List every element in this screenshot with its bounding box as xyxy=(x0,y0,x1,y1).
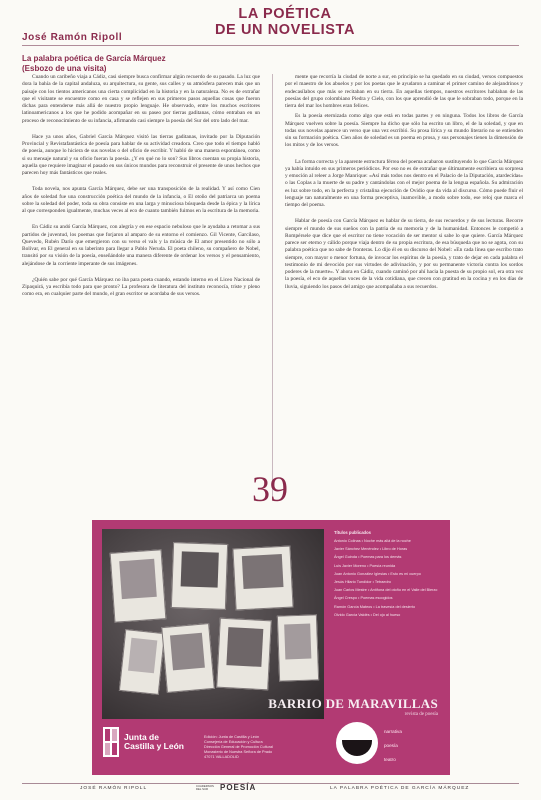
footer-article-title: LA PALABRA POÉTICA DE GARCÍA MÁRQUEZ xyxy=(330,786,470,791)
section-title-line2: DE UN NOVELISTA xyxy=(214,22,356,38)
header-divider xyxy=(22,45,519,46)
footer-brand: POESÍA xyxy=(220,783,257,792)
book-cover xyxy=(161,623,215,693)
address-line: Dirección General de Promoción Cultural xyxy=(204,745,274,749)
paragraph: ¿Quién sabe por qué García Márquez no iba para poeta cuando, estando interno en el Liceo Nacional de Zipaquirá, ya escribía todo para que pronto? La profesora de literatura del instituto reconocía, triste y pleno como era, en cualquier parte del mundo, el gran escritor se acordaba de sus versos. xyxy=(22,276,260,298)
section-title-line1: LA POÉTICA xyxy=(238,6,332,22)
logo-line: Junta de xyxy=(124,732,159,742)
list-item: Ángel Guinda • Poemas para los demás xyxy=(334,555,402,560)
paragraph: Hablar de poesía con García Márquez es hablar de su tierra, de sus recuerdos y de sus lecturas. Recorre siempre el mundo de sus sueños con la patria de su memoria y de la humanidad. Entonces le competió a Rompérsele que dice que el escritor no tiene vocación de ser mentor si sabe lo que quiere. García Márquez parece ser eterno y cálido porque viaja dentro de su propia escritura, de esa búsqueda que no se agota, con su palabra poética que no sabe de fronteras. Lo dijo él en su discurso del Nobel: «En cada línea que escribo trato siempre, con mayor o menor fortuna, de invocar los espíritus de la poesía, y trato de dejar en cada palabra el testimonio de mi devoción por sus virtudes de adivinación, y por su permanente victoria contra los sordos poderes de la muerte». Y ahora en Cádiz, cuando caminó por ahí hacia la puesta de su propio sol, era otra vez la poesía, el eco de aquellas voces de la vida cotidiana, que crecen con gratitud en la cocina y en los días de lluvia, siguiendo los pasos del amigo que acompañaba a sus recuerdos. xyxy=(285,218,523,290)
footer-author: JOSÉ RAMÓN RIPOLL xyxy=(80,786,148,791)
genre-label: narrativa xyxy=(384,729,402,734)
advertisement xyxy=(92,520,450,775)
genre-list xyxy=(384,725,444,767)
book-cover xyxy=(232,546,293,611)
book-cover xyxy=(110,549,167,622)
page-number: 39 xyxy=(252,469,288,509)
junta-logo-text xyxy=(124,733,184,751)
books-photo xyxy=(102,529,324,719)
article-title xyxy=(22,54,272,74)
collection-emblem-icon xyxy=(336,722,378,764)
paragraph: En Cádiz su andó García Márquez, con alegría y en ese espacio nebuloso que le ayudaba a retomar a sus partidos de juventud, los poemas que forjaron al amparo de su entorno el comienzo. Gil Vicente, Garcilaso, Quevedo, Rubén Darío que emergieron con su verso el vals y la música de El amor presentido no sólo a Bolívar, en El general en su laberinto para llegar a Pablo Neruda. El poeta chileno, su compañero de Nobel, transitó por su visión de la poesía, enseñándole una manera diferente de ordenar los versos y el pensamiento, alejándose de la corriente imperante de sus imágenes. xyxy=(22,224,260,267)
address-line: Monasterio de Nuestra Señora de Prado xyxy=(204,750,273,754)
address-line: 47071 VALLADOLID xyxy=(204,755,239,759)
address-line: Consejería de Educación y Cultura xyxy=(204,740,263,744)
article-title-main: La palabra poética de García Márquez xyxy=(22,54,166,63)
paragraph: Cuando un caribeño viaja a Cádiz, casi siempre busca confirmar algún recuerdo de su pasado. La luz que dora la bahía de la capital andaluza, su arquitectura, su gente, sus calles y su atmósfera parecen más que un paisaje con los tientos americanos una cierta complicidad en la historia y en la naturaleza. No es de extrañar que el visitante se encuentre como en casa y se reflejen en sus primeros pasos aquellas cosas que fueron dichas para entenderse más allá de nuestro propio lenguaje. He observado, entre los muchos escritores latinoamericanos a los que he podido acompañar en su paseo por tierras gaditanas, cómo entraban en un proceso de reconocimiento de su infancia, afirmando casi siempre la poesía del Sur del otro lado del mar. xyxy=(22,74,260,124)
address-line: Edición: Junta de Castilla y León xyxy=(204,735,260,739)
article-column-left xyxy=(22,74,260,492)
ad-list-heading: Títulos publicados xyxy=(334,530,371,535)
ad-banner-subtitle: revista de poesía xyxy=(404,712,438,717)
book-cover xyxy=(216,618,272,691)
list-item: Ángel Crespo • Poemas escogidos xyxy=(334,596,393,601)
paragraph: Es la poesía eternizada como algo que está en todas partes y en ninguna. Todos los libros de García Márquez vuelven sobre la poesía. Siempre ha dicho que sólo ha escrito un libro, el de la soledad, y que en todas sus novelas aparece un verso que una vez escribió. Su prosa lírica y su mundo literario no se entienden sin su formación poética. Cien años de soledad es un poema en prosa, y sus personajes tienen la dimensión de los mitos y de los versos. xyxy=(285,113,523,149)
list-item: Juan Antonio González Iglesias • Esto es mi cuerpo xyxy=(334,571,421,576)
junta-logo xyxy=(102,725,202,767)
list-item: Olvido García Valdés • Del ojo al hueso xyxy=(334,612,401,617)
paragraph: Hace ya unos años, Gabriel García Márquez visitó las tierras gaditanas, invitado por la Diputación Provincial y Revistafantástica de poesía para hablar de su actividad creadora. Creo que todo el tiempo habló de poesía, aunque lo hiciera de sus novelas o del oficio de escribir. Y habló de una manera espontánea, como si su mensaje natural y su oficio fueran la poesía. ¿Y en qué no lo son? Sus libros cuentan su propia historia, aquella que requiere imaginar el pasado en sus únicos mundos para reconstruir el presente de unos hechos que parecen hoy más fantásticos que reales. xyxy=(22,133,260,176)
coat-of-arms-icon xyxy=(102,725,120,761)
footer-divider xyxy=(22,783,519,784)
author-name: José Ramón Ripoll xyxy=(22,32,123,43)
list-item: Juan Carlos Mestre • Antífona del otoño en el Valle del Bierzo xyxy=(334,588,438,593)
list-item: Ramón García Mateos • La travesía del desierto xyxy=(334,604,416,609)
paragraph: Toda novela, nos apunta García Márquez, debe ser una transposición de la realidad. Y así como Cien años de soledad fue una construcción poética del mundo de la infancia, o El otoño del patriarca un poema sobre la soledad del poder, toda su obra consiste en una larga y minuciosa búsqueda desde la épica y la lírica al que corresponden igualmente, muchas veces al eco de cuanto también fuimos en la escritura de la memoria. xyxy=(22,186,260,214)
footer-brand-prefix: CUADERNOS DEL SUR xyxy=(196,784,214,792)
section-title xyxy=(180,6,390,38)
article-column-right xyxy=(285,74,523,464)
article-title-sub: (Esbozo de una visita) xyxy=(22,64,107,73)
book-cover xyxy=(171,542,228,610)
column-divider xyxy=(272,74,273,499)
logo-line: Castilla y León xyxy=(124,741,184,751)
genre-label: teatro xyxy=(384,757,396,762)
paragraph: La forma correcta y la aparente estructura férrea del poema acabaron sustituyendo lo que García Márquez ya había intuido en sus primeros periódicos. Por eso no es de extrañar que últimamente escribiera su sorpresa y emoción al releer a Jorge Manrique: «Así más todos nos dentro en el Palacio de la Diputación, atardecidas» o las Coplas a la muerte de su padre y cantándolas con el mejor poema de la lengua española. Su admiración es luz sobre todo, en la perfecta y cristalina ejecución de Ovidio que da vida al discurso. Cómo puede fluir el lenguaje tan naturalmente en una forma preceptiva, inamovible, a modo sobre todo, ese reloj que marca el tiempo del poema. xyxy=(285,158,523,208)
paragraph: mente que recorría la ciudad de norte a sur, en principio se ha quedado en su ciudad, versos compuestos por el maestro de los abuelos y por los poetas que le ayudaron a caminar el primer camino de alejandrinos y endecasílabos que más se recitaban en su tierra. En aquellas tiempos, nuestros escritores hablaban de las poesías del grupo colombiano Piedra y Cielo, con los que aprendió de las que le sobraban todo, porque en la tierra del mar los hombres eran felices. xyxy=(285,74,523,109)
ad-banner-title: BARRIO DE MARAVILLAS xyxy=(268,696,438,711)
ad-title-list xyxy=(334,530,442,621)
book-cover xyxy=(277,614,319,681)
ad-address xyxy=(204,735,324,760)
list-item: Luis Javier Moreno • Poesía reunida xyxy=(334,563,396,568)
list-item: Javier Sánchez Menéndez • Libro de Horas xyxy=(334,547,408,552)
list-item: Antonio Colinas • Noche más allá de la noche xyxy=(334,539,411,543)
list-item: Jesús Hilario Tundidor • Tetraedro xyxy=(334,579,391,584)
book-cover xyxy=(119,629,165,695)
genre-label: poesía xyxy=(384,743,398,748)
